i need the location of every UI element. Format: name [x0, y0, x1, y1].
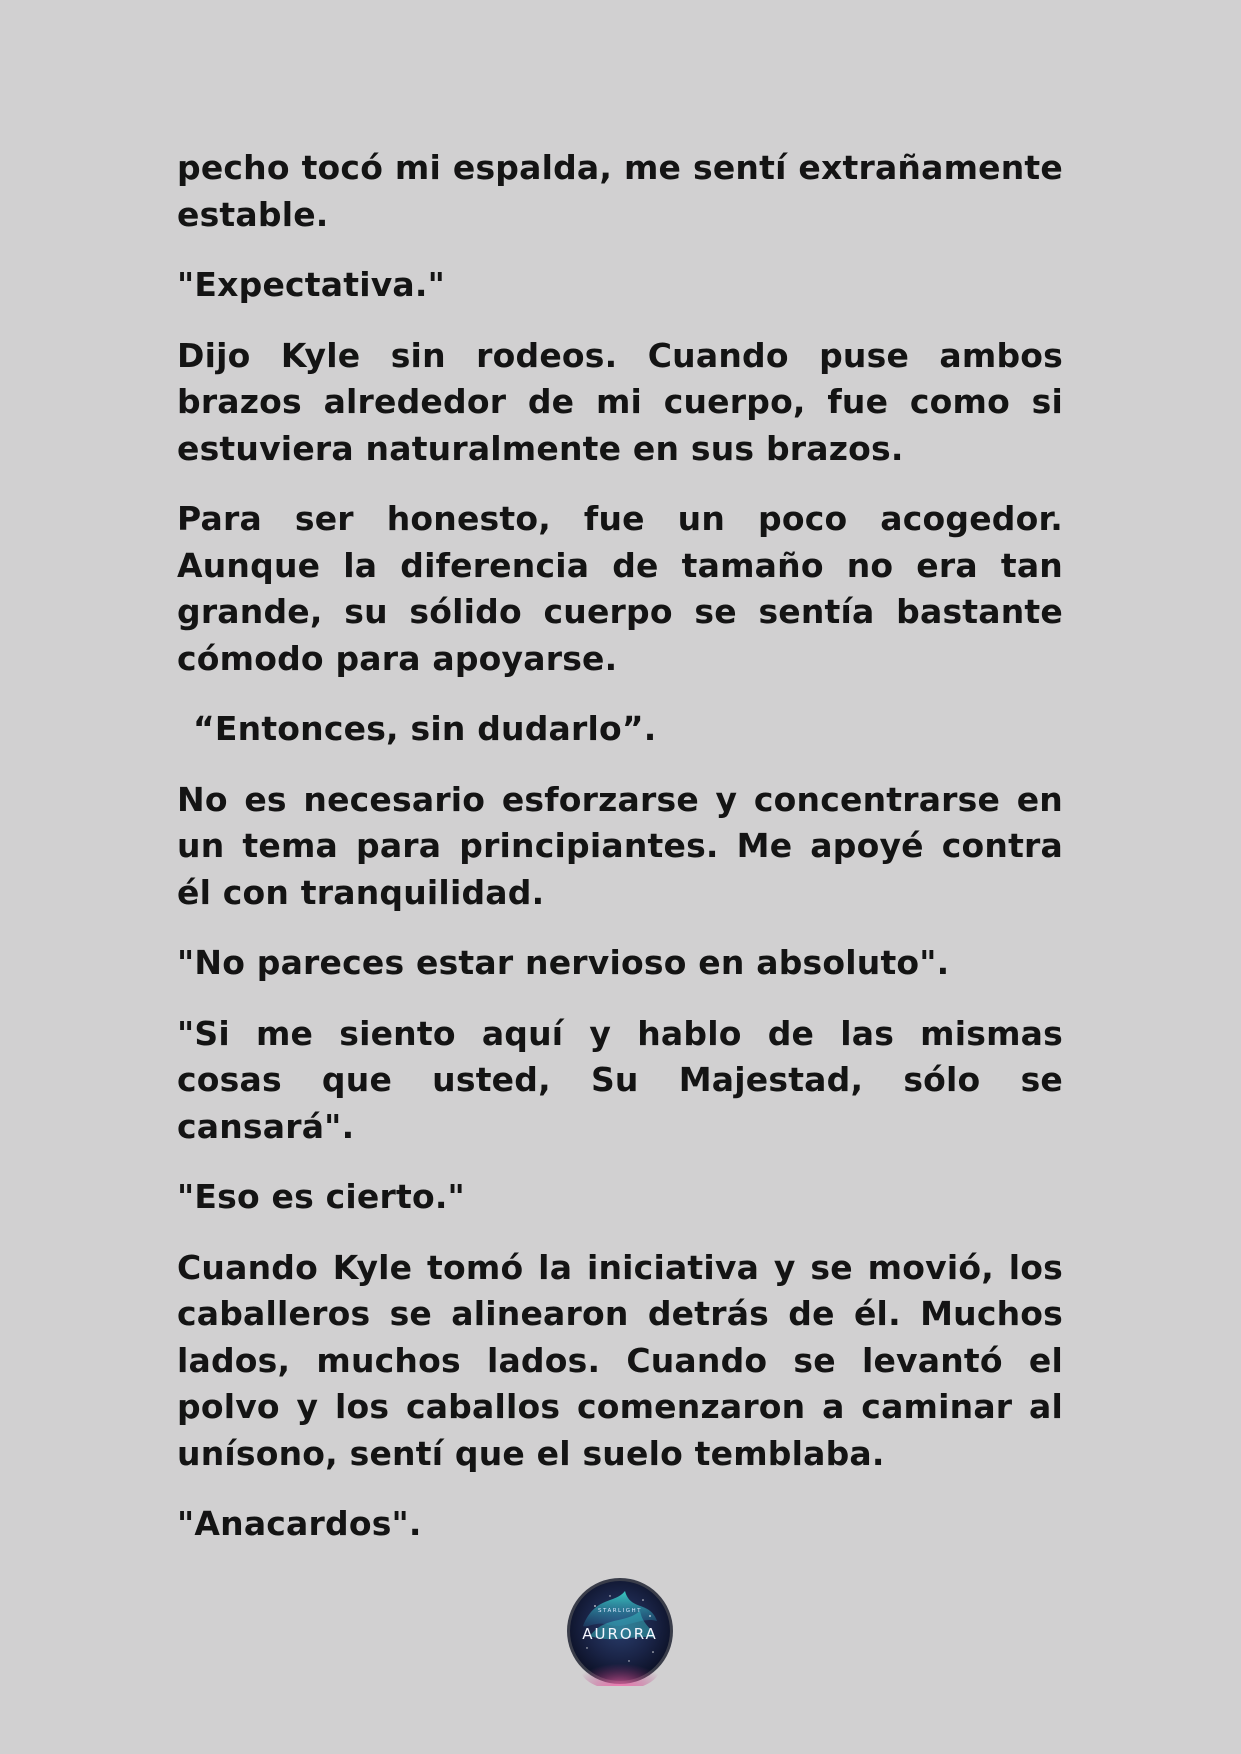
aurora-logo-icon	[565, 1576, 675, 1686]
paragraph-4: Para ser honesto, fue un poco acogedor. Aunque la diferencia de tamaño no era tan grande, su sólido cuerpo se sentía bastante cómodo para apoyarse.	[177, 499, 1063, 678]
logo-main-text: AURORA	[582, 1625, 658, 1643]
paragraph-11: "Anacardos".	[177, 1504, 422, 1543]
paragraph-3: Dijo Kyle sin rodeos. Cuando puse ambos brazos alrededor de mi cuerpo, fue como si estuviera naturalmente en sus brazos.	[177, 335, 1063, 468]
paragraph-2: "Expectativa."	[177, 265, 446, 304]
paragraph-10: Cuando Kyle tomó la iniciativa y se movió, los caballeros se alinearon detrás de él. Muchos lados, muchos lados. Cuando se levantó el polvo y los caballos comenzaron a caminar al unísono, sentí que el suelo temblaba.	[177, 1247, 1063, 1473]
logo-top-text: STARLIGHT	[598, 1608, 642, 1614]
paragraph-7: "No pareces estar nervioso en absoluto".	[177, 943, 950, 982]
paragraph-8: "Si me siento aquí y hablo de las mismas cosas que usted, Su Majestad, sólo se cansará".	[177, 1013, 1063, 1146]
paragraph-6: No es necesario esforzarse y concentrarse en un tema para principiantes. Me apoyé contra él con tranquilidad.	[177, 779, 1063, 912]
paragraph-1: pecho tocó mi espalda, me sentí extrañamente estable.	[177, 148, 1063, 234]
body-text	[177, 145, 1063, 1572]
paragraph-5: “Entonces, sin dudarlo”.	[193, 709, 657, 748]
paragraph-9: "Eso es cierto."	[177, 1177, 465, 1216]
